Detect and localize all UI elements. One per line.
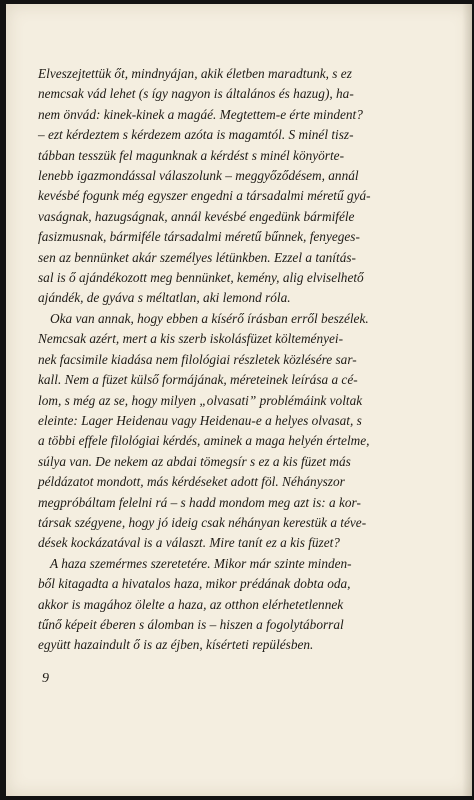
- body-text: [38, 64, 414, 656]
- book-page: [6, 4, 472, 796]
- page-edge-shadow: [462, 4, 472, 796]
- paragraph-3: A haza szemérmes szeretetére. Mikor már szinte minden- ből kitagadta a hivatalos haza, mikor prédának dobta oda, akkor is magához ölelte a haza, az otthon elérhetetlennek tűnő képeit éberen s álomban is – hiszen a fogolytáborral együtt hazaindult ő is az éjben, kísérteti repülésben.: [38, 555, 352, 653]
- paragraph-1: Elveszejtettük őt, mindnyájan, akik életben maradtunk, s ez nemcsak vád lehet (s így nagyon is általános és hazug), ha- nem önvád: kinek-kinek a magáé. Megtettem-e érte mindent? – ezt kérdeztem s kérdezem azóta is magamtól. S minél tisz- tábban tesszük fel magunknak a kérdést s minél könyörte- lenebb igazmondással válaszolunk – meggyőződésem, annál kevésbé fogunk még egyszer engedni a társadalmi méretű gyá- vaságnak, hazugságnak, annál kevésbé engedünk bármiféle fasizmusnak, bármiféle társadalmi méretű bűnnek, fenyeges- sen az bennünket akár személyes létünkben. Ezzel a tanítás- sal is ő ajándékozott meg bennünket, kemény, alig elviselhető ajándék, de gyáva s méltatlan, aki lemond róla.: [38, 66, 371, 306]
- paragraph-2: Oka van annak, hogy ebben a kísérő írásban erről beszélek. Nemcsak azért, mert a kis szerb iskolásfüzet költeményei- nek facsimile kiadása nem filológiai részletek közlésére sar- kall. Nem a füzet külső formájának, méreteinek leírása a cé- lom, s még az se, hogy milyen „olvasati” problémáink voltak eleinte: Lager Heidenau vagy Heidenau-e a helyes olvasat, s a többi effele filológiai kérdés, aminek a maga helyén értelme, súlya van. De nekem az abdai tömegsír s ez a kis füzet más példázatot mondott, más kérdéseket adott föl. Néhányszor megpróbáltam felelni rá – s hadd mondom meg azt is: a kor- társak szégyene, hogy jó ideig csak néhányan kerestük a téve- dések kockázatával is a választ. Mire tanít ez a kis füzet?: [38, 310, 370, 551]
- page-number: 9: [42, 671, 49, 686]
